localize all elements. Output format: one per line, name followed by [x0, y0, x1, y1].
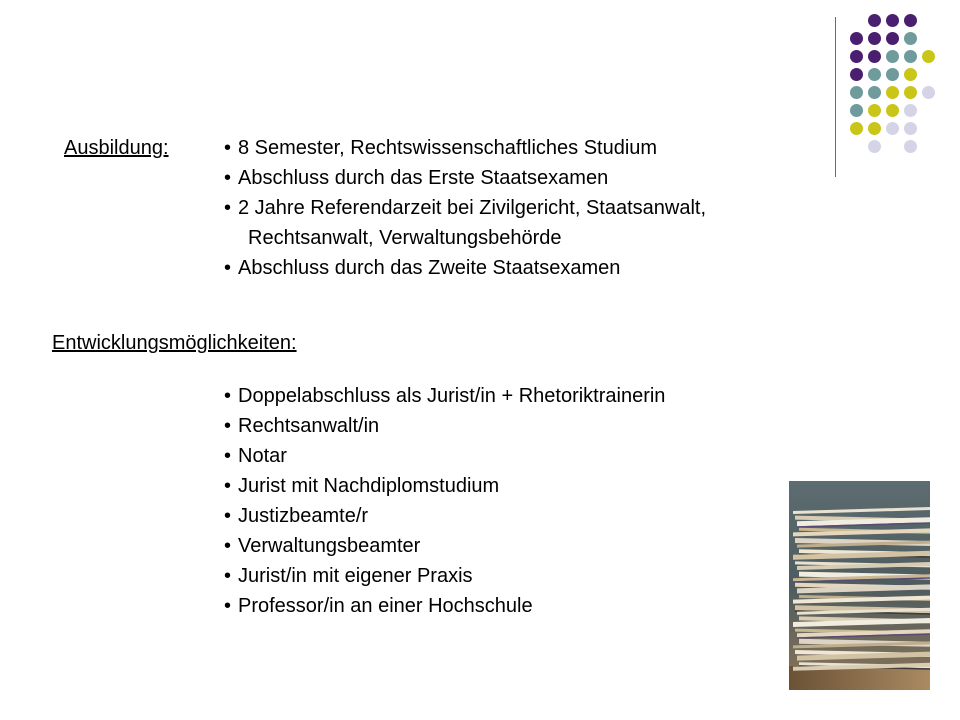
list-item	[224, 253, 824, 283]
dot-icon	[868, 104, 881, 117]
dot-icon	[886, 68, 899, 81]
dot-icon	[850, 68, 863, 81]
bullet-icon: •	[224, 475, 232, 497]
list-item	[224, 133, 824, 163]
list-item-text: Rechtsanwalt/in	[238, 415, 380, 437]
dot-icon	[868, 14, 881, 27]
bullet-icon: •	[224, 535, 232, 557]
dot-icon	[850, 50, 863, 63]
ausbildung-list	[224, 133, 824, 283]
dot-icon	[886, 122, 899, 135]
dot-icon	[904, 140, 917, 153]
dot-icon	[922, 86, 935, 99]
bullet-icon: •	[224, 505, 232, 527]
dot-icon	[868, 50, 881, 63]
list-item	[224, 471, 784, 501]
bullet-icon: •	[224, 167, 232, 189]
bullet-icon: •	[224, 385, 232, 407]
list-item	[224, 531, 784, 561]
list-item	[224, 591, 784, 621]
list-item	[224, 381, 784, 411]
dot-icon	[868, 32, 881, 45]
list-item-text: Rechtsanwalt, Verwaltungsbehörde	[248, 227, 562, 249]
dot-icon	[886, 50, 899, 63]
dot-icon	[904, 68, 917, 81]
dot-icon	[850, 104, 863, 117]
bullet-icon: •	[224, 565, 232, 587]
entwicklung-list	[224, 381, 784, 621]
bullet-icon: •	[224, 137, 232, 159]
list-item-text: Professor/in an einer Hochschule	[238, 595, 533, 617]
bullet-icon: •	[224, 257, 232, 279]
dot-grid-icon	[850, 14, 950, 154]
dot-icon	[922, 50, 935, 63]
dot-icon	[850, 86, 863, 99]
dot-icon	[850, 122, 863, 135]
dot-icon	[886, 32, 899, 45]
dot-icon	[904, 32, 917, 45]
dot-icon	[868, 122, 881, 135]
dot-icon	[886, 14, 899, 27]
bullet-icon: •	[224, 415, 232, 437]
entwicklung-heading: Entwicklungsmöglichkeiten:	[52, 332, 297, 354]
dot-icon	[886, 86, 899, 99]
bullet-icon: •	[224, 445, 232, 467]
list-item-text: Jurist mit Nachdiplomstudium	[238, 475, 500, 497]
bullet-icon: •	[224, 197, 232, 219]
dot-icon	[904, 50, 917, 63]
list-item-text: Verwaltungsbeamter	[238, 535, 421, 557]
list-item	[224, 411, 784, 441]
dot-icon	[886, 104, 899, 117]
vertical-rule-divider	[835, 17, 836, 177]
list-item-text: Jurist/in mit eigener Praxis	[238, 565, 473, 587]
paper-stack-illustration	[789, 481, 930, 690]
list-item-text: 8 Semester, Rechtswissenschaftliches Studium	[238, 137, 658, 159]
list-item-continuation	[224, 223, 824, 253]
ausbildung-heading: Ausbildung:	[64, 137, 169, 159]
list-item-text: Abschluss durch das Erste Staatsexamen	[238, 167, 609, 189]
list-item-text: Justizbeamte/r	[238, 505, 369, 527]
dot-icon	[904, 14, 917, 27]
list-item	[224, 193, 824, 223]
dot-icon	[868, 86, 881, 99]
dot-icon	[904, 122, 917, 135]
paper-stack-photo-icon	[789, 481, 930, 690]
dot-icon	[868, 140, 881, 153]
list-item	[224, 441, 784, 471]
list-item-text: Notar	[238, 445, 287, 467]
bullet-icon: •	[224, 595, 232, 617]
list-item-text: Doppelabschluss als Jurist/in + Rhetoriktrainerin	[238, 385, 666, 407]
list-item	[224, 501, 784, 531]
dot-icon	[850, 32, 863, 45]
dot-icon	[868, 68, 881, 81]
list-item	[224, 561, 784, 591]
list-item	[224, 163, 824, 193]
dot-icon	[904, 104, 917, 117]
dot-icon	[904, 86, 917, 99]
list-item-text: 2 Jahre Referendarzeit bei Zivilgericht, Staatsanwalt,	[238, 197, 707, 219]
list-item-text: Abschluss durch das Zweite Staatsexamen	[238, 257, 621, 279]
